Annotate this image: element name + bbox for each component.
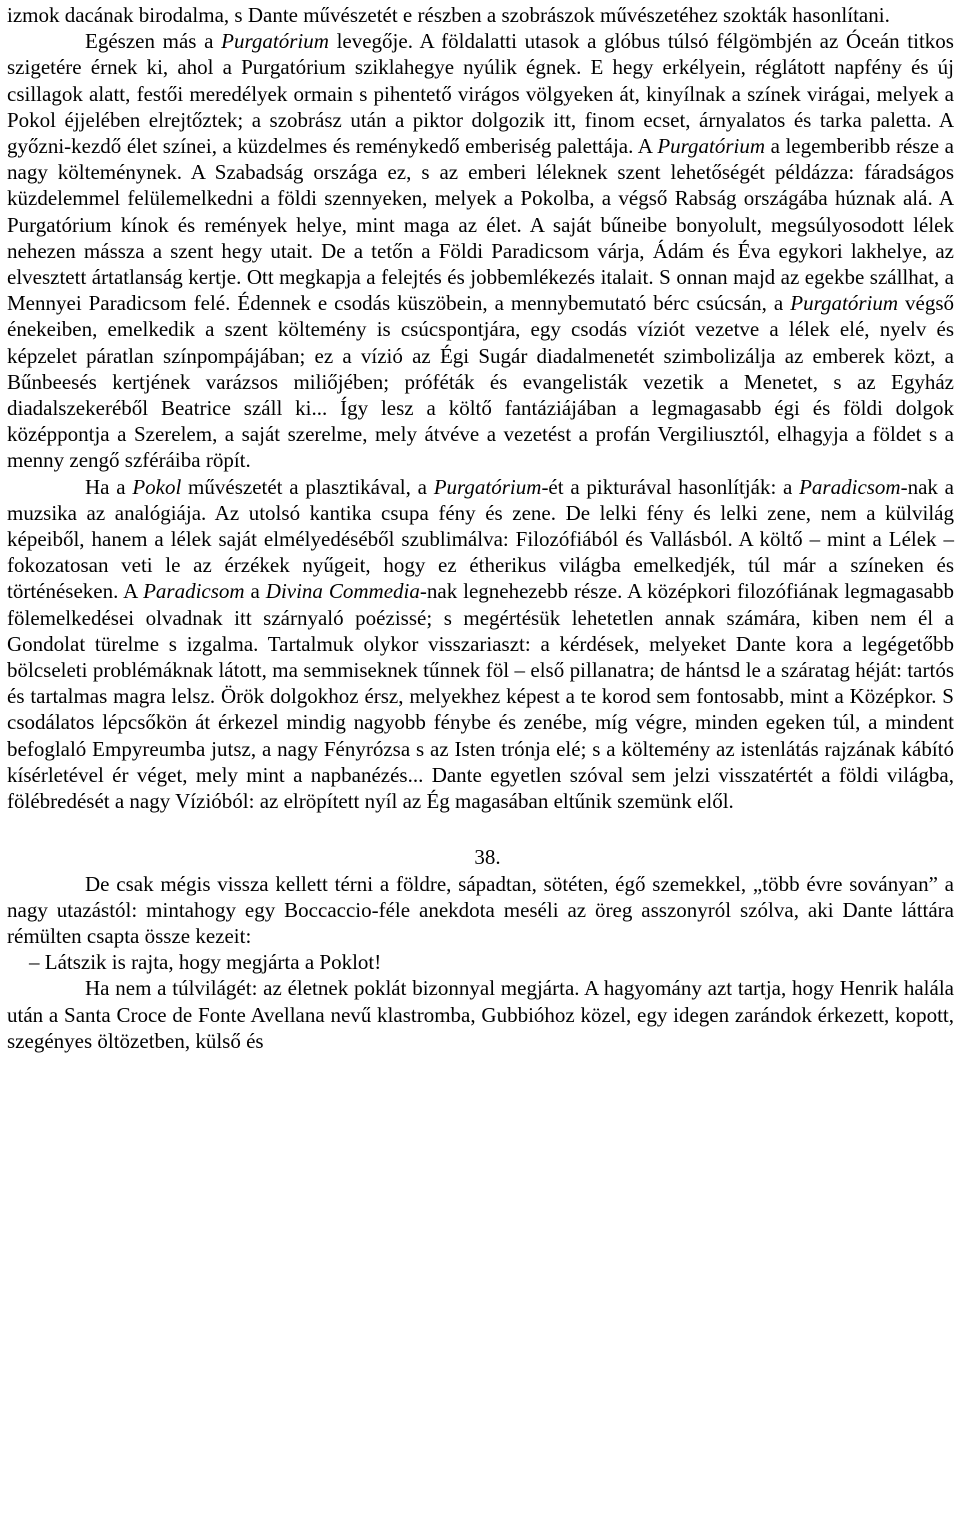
paragraph: [7, 474, 954, 815]
text-run: -nak a muzsika az analógiája. Az utolsó kantika csupa fény és zene. De lelki fény és lelki zene, nem a külvilág képeiből, hanem a lélek saját elmélyedéséből szublimálva: Filozófiából és Vallásból. A költő – mint a Lélek – fokozatosan veti le az érzékek nyűgeit, hogy ez étherikus világba emelkedjék, túl már a színeken és történéseken. A: [7, 474, 954, 604]
dialog-line: [7, 949, 954, 975]
text-run: levegője. A földalatti utasok a glóbus túlsó félgömbjén az Óceán titkos szigetére érnek ki, ahol a Purgatórium sziklahegye nyúlik égnek. E hegy erkélyein, réglátott napfény és új csillagok alatt, festői meredélyek ormain s pihentető virágos völgyeken át, kinyílnak a színek virágai, melyek a Pokol éjjelében elrejtőztek; a szobrász után a piktor dolgozik itt, finom ecset, árnyalatos és tarka paletta. A győzni-kezdő élet színei, a küzdelmes és reménykedő emberiség palettája. A: [7, 29, 954, 159]
text-run: – Látszik is rajta, hogy megjárta a Poklot!: [29, 950, 382, 975]
work-title-italic: Purgatórium: [221, 29, 329, 54]
text-run: a: [244, 579, 266, 604]
paragraph: [7, 871, 954, 950]
text-run: Ha nem a túlvilágét: az életnek poklát bizonnyal megjárta. A hagyomány azt tartja, hogy Henrik halála után a Santa Croce de Fonte Avellana nevű klastromba, Gubbióhoz közel, egy idegen zarándok érkezett, kopott, szegényes öltözetben, külső és: [7, 976, 954, 1053]
text-run: művészetét a plasztikával, a: [181, 474, 434, 499]
paragraph: [7, 28, 954, 473]
text-run: végső énekeiben, emelkedik a szent költemény is csúcspontjára, egy csodás víziót vezetve a lélek elé, nyelv és képzelet páratlan színpompájában; ez a vízió az Égi Sugár diadalmenetét szimbolizálja az emberek közt, a Bűnbeesés kertjének varázsos miliőjében; próféták és evangelisták vezetik a Menetet, s az Egyház diadalszekeréből Beatrice száll ki... Így lesz a költő fantáziájában a legmagasabb égi és földi dolgok középpontja a Szerelem, a saját szerelme, mely átvéve a vezetést a profán Vergiliusztól, elhagyja a földet s a menny zengő szféráiba röpít.: [7, 291, 955, 473]
work-title-italic: Purgatórium: [657, 134, 766, 159]
book-page: [7, 0, 954, 1054]
chapter-text: [7, 2, 954, 814]
work-title-italic: Paradicsom: [143, 579, 245, 604]
work-title-italic: Purgatórium: [433, 474, 542, 499]
text-run: -nak legnehezebb része. A középkori filozófiának legmagasabb fölemelkedései olvadnak itt szárnyaló poézissé; s megértésük lehetetlen annak számára, kiben nem él a Gondolat türelme s izgalma. Tartalmuk olykor visszariaszt: a kérdések, melyeket Dante kora a legégetőbb bölcseleti problémáknak látott, ma semmiseknek tűnnek föl – első pillanatra; de hántsd le a száratag héját: tartós és tartalmas magra lelsz. Örök dolgokhoz érsz, melyekhez képest a te korod sem fontosabb, mint a Középkor. S csodálatos lépcsőkön át érkezel mindig nagyobb fénybe és zenébe, míg végre, minden egeken túl, a mindent befoglaló Empyreumba jutsz, a nagy Fényrózsa s az Isten trónja elé; s a költemény az istenlátás rajzának kábító kísérletével ér véget, mely mint a napbanézés... Dante egyetlen szóval sem jelzi visszatértét a földi világba, fölébredését a nagy Vízióból: az elröpített nyíl az Ég magasában eltűnik szemünk elől.: [7, 579, 954, 814]
work-title-italic: Paradicsom: [799, 474, 901, 499]
text-run: De csak mégis vissza kellett térni a földre, sápadtan, sötéten, égő szemekkel, „több évre soványan” a nagy utazástól: mintahogy egy Boccaccio-féle anekdota meséli az öreg asszonyról szólva, aki Dante láttára rémülten csapta össze kezeit:: [7, 871, 954, 948]
paragraph: [7, 2, 954, 28]
text-run: -ét a pikturával hasonlítják: a: [541, 474, 800, 499]
work-title-italic: Pokol: [132, 474, 182, 499]
text-run: izmok dacának birodalma, s Dante művészetét e részben a szobrászok művészetéhez szokták hasonlítani.: [7, 3, 890, 27]
section-text: [7, 871, 954, 1054]
paragraph: [7, 975, 954, 1054]
text-run: Egészen más a: [85, 29, 222, 54]
section-number: 38.: [474, 845, 501, 870]
text-run: a legemberibb része a nagy költeménynek. A Szabadság országa ez, s az emberi léleknek szent lehetőségét példázza: fáradságos küzdelemmel felülemelkedni a földi szennyeken, melyek a Pokolba, a végső Rabság országába húznak alá. A Purgatórium kínok és remények helye, mint maga az élet. A saját bűneibe bonyolult, megsúlyosodott lélek nehezen mássza a szent hegy utait. De a tetőn a Földi Paradicsom várja, Ádám és Éva egykori lakhelye, az elvesztett ártatlanság kertje. Ott megkapja a felejtés és jobbemlékezés italait. S onnan majd az egekbe szállhat, a Mennyei Paradicsom felé. Édennek e csodás küszöbein, a mennybemutató bérc csúcsán, a: [7, 134, 954, 316]
work-title-italic: Divina Commedia: [265, 579, 420, 604]
work-title-italic: Purgatórium: [790, 291, 898, 316]
text-run: Ha a: [85, 474, 133, 499]
